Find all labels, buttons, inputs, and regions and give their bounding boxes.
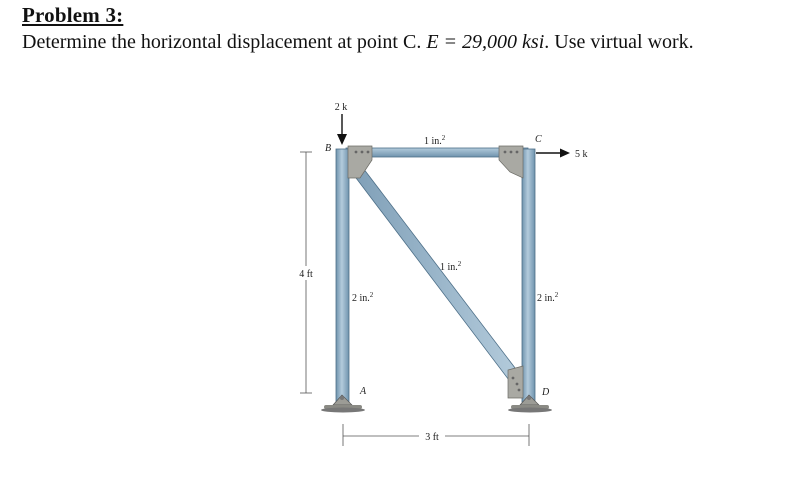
diagonal-area-exp: 2	[457, 260, 462, 268]
statement-suffix: . Use virtual work.	[544, 31, 694, 53]
left-column-area	[352, 291, 374, 304]
top-member-area-exp: 2	[441, 134, 446, 142]
point-c-label: C	[535, 134, 542, 145]
left-column-area-exp: 2	[369, 291, 374, 299]
point-d-label: D	[542, 387, 550, 398]
statement-prefix: Determine the horizontal displacement at point C.	[22, 31, 427, 53]
width-dimension-label: 3 ft	[425, 432, 439, 443]
modulus-expression: E = 29,000 ksi	[426, 31, 545, 53]
load-2k-arrow	[337, 114, 347, 145]
diagonal-area	[440, 260, 462, 273]
point-b-label: B	[325, 143, 332, 154]
right-column	[522, 149, 535, 402]
load-5k-arrow	[536, 149, 570, 158]
load-2k-label: 2 k	[334, 102, 348, 113]
top-member-area	[424, 134, 446, 147]
left-column	[336, 149, 349, 402]
right-column-area-value: 2 in.	[537, 293, 555, 304]
height-dimension	[293, 152, 319, 393]
load-5k-label: 5 k	[575, 149, 588, 160]
support-a	[321, 395, 365, 413]
problem-heading: Problem 3:	[22, 3, 124, 27]
diagonal-area-value: 1 in.	[440, 262, 458, 273]
left-column-area-value: 2 in.	[352, 293, 370, 304]
height-dimension-label: 4 ft	[299, 269, 313, 280]
diagonal-member	[350, 164, 528, 392]
top-member-area-value: 1 in.	[424, 136, 442, 147]
point-a-label: A	[360, 386, 367, 397]
right-column-area-exp: 2	[554, 291, 559, 299]
right-column-area	[537, 291, 559, 304]
